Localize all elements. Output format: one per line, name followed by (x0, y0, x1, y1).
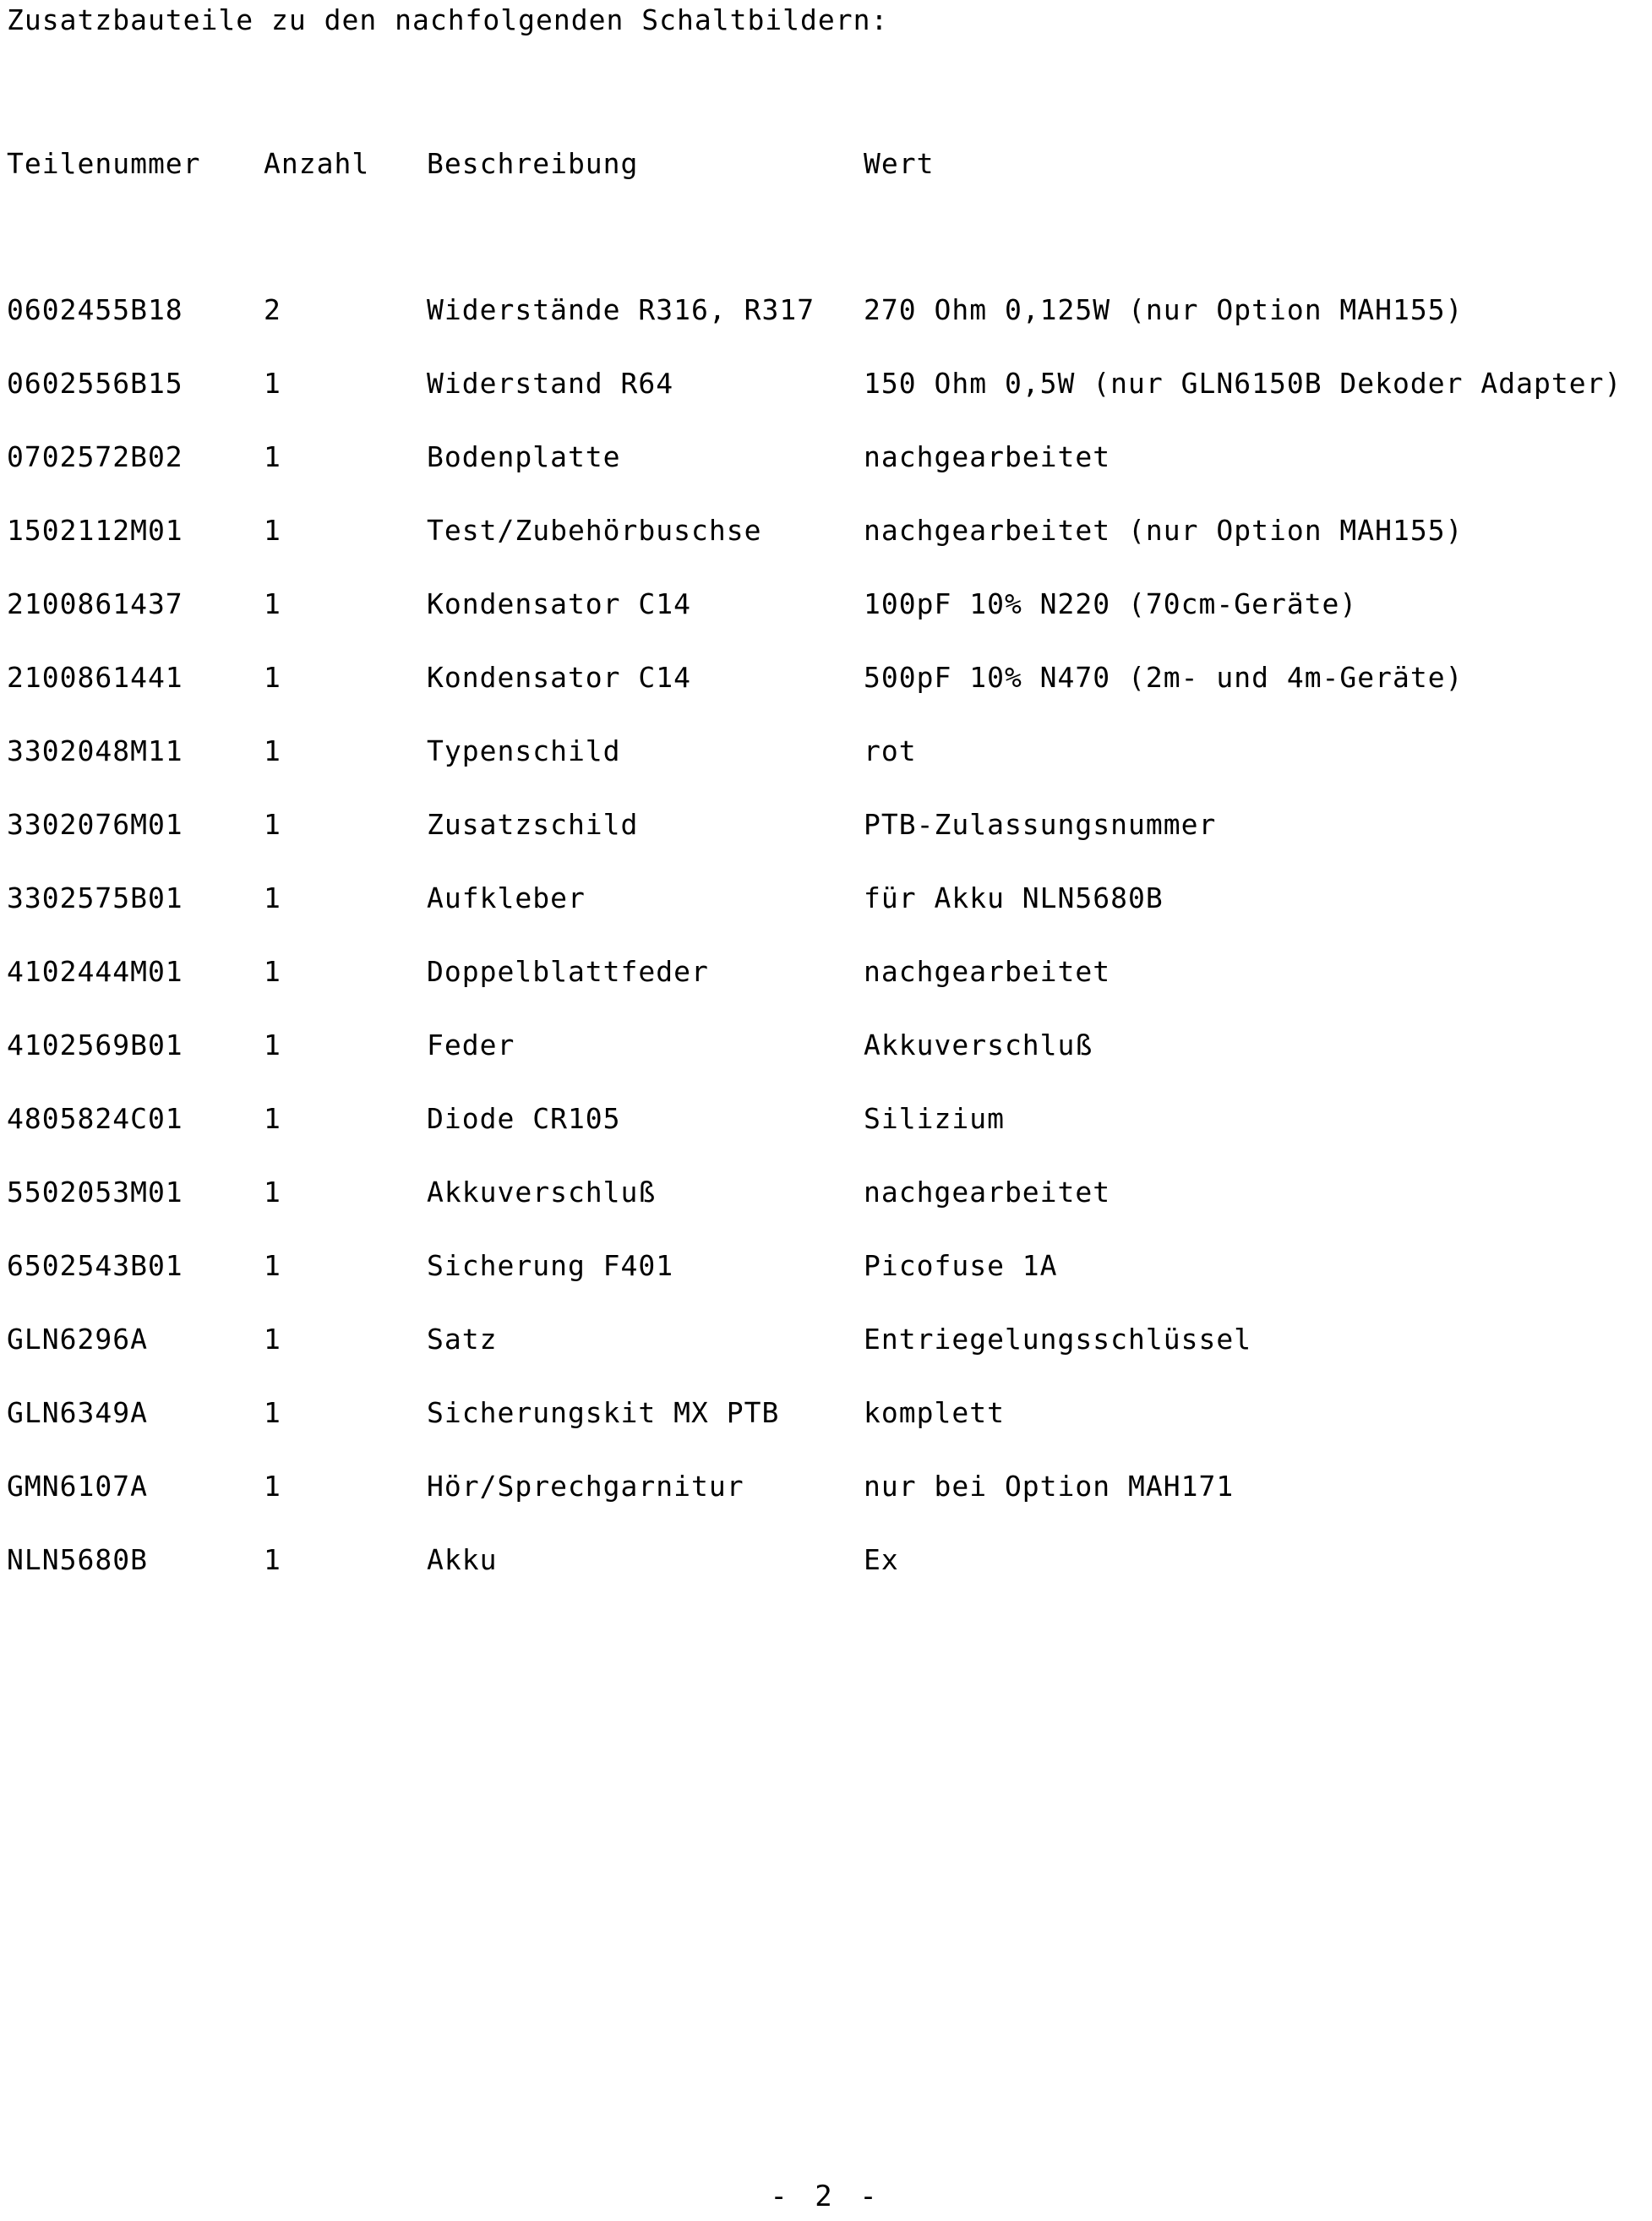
cell-part-number: NLN5680B (7, 1543, 148, 1576)
cell-description: Typenschild (427, 734, 621, 767)
cell-value: rot (864, 734, 917, 767)
table-row (0, 1172, 1652, 1213)
cell-value: 270 Ohm 0,125W (nur Option MAH155) (864, 293, 1464, 326)
cell-description: Akkuverschluß (427, 1176, 657, 1209)
cell-quantity: 1 (264, 881, 281, 914)
cell-part-number: 0702572B02 (7, 440, 183, 473)
cell-value: nachgearbeitet (864, 440, 1111, 473)
cell-part-number: GLN6296A (7, 1323, 148, 1356)
header-description: Beschreibung (427, 147, 639, 180)
cell-description: Aufkleber (427, 881, 586, 914)
cell-quantity: 1 (264, 1470, 281, 1503)
cell-part-number: 0602556B15 (7, 367, 183, 400)
cell-description: Hör/Sprechgarnitur (427, 1470, 744, 1503)
cell-quantity: 1 (264, 1396, 281, 1429)
cell-part-number: 2100861437 (7, 587, 183, 620)
cell-value: 150 Ohm 0,5W (nur GLN6150B Dekoder Adapter) (864, 367, 1622, 400)
cell-part-number: 0602455B18 (7, 293, 183, 326)
table-row (0, 878, 1652, 919)
cell-description: Feder (427, 1029, 515, 1061)
cell-quantity: 1 (264, 808, 281, 841)
table-row (0, 1246, 1652, 1286)
table-row (0, 731, 1652, 772)
cell-description: Kondensator C14 (427, 661, 692, 694)
cell-value: nachgearbeitet (864, 1176, 1111, 1209)
header-value: Wert (864, 147, 935, 180)
cell-quantity: 1 (264, 1249, 281, 1282)
cell-value: nachgearbeitet (nur Option MAH155) (864, 514, 1464, 547)
table-row (0, 290, 1652, 330)
header-part-number: Teilenummer (7, 147, 201, 180)
cell-value: PTB-Zulassungsnummer (864, 808, 1217, 841)
cell-part-number: 3302048M11 (7, 734, 183, 767)
cell-part-number: 3302575B01 (7, 881, 183, 914)
cell-description: Doppelblattfeder (427, 955, 709, 988)
cell-quantity: 1 (264, 514, 281, 547)
table-row (0, 1540, 1652, 1580)
table-row (0, 805, 1652, 845)
table-header (0, 144, 1652, 184)
cell-description: Widerstand R64 (427, 367, 674, 400)
cell-quantity: 2 (264, 293, 281, 326)
table-row (0, 510, 1652, 551)
table-row (0, 1099, 1652, 1139)
table-row (0, 1393, 1652, 1433)
page-number: - 2 - (770, 2180, 882, 2213)
cell-value: Akkuverschluß (864, 1029, 1093, 1061)
cell-description: Zusatzschild (427, 808, 639, 841)
cell-value: Entriegelungsschlüssel (864, 1323, 1252, 1356)
cell-value: für Akku NLN5680B (864, 881, 1164, 914)
cell-part-number: GMN6107A (7, 1470, 148, 1503)
cell-part-number: 4102444M01 (7, 955, 183, 988)
cell-quantity: 1 (264, 367, 281, 400)
table-row (0, 363, 1652, 404)
table-row (0, 1025, 1652, 1066)
cell-part-number: 5502053M01 (7, 1176, 183, 1209)
cell-quantity: 1 (264, 1176, 281, 1209)
cell-description: Akku (427, 1543, 498, 1576)
table-row (0, 1319, 1652, 1360)
cell-quantity: 1 (264, 955, 281, 988)
cell-description: Sicherungskit MX PTB (427, 1396, 780, 1429)
cell-value: nachgearbeitet (864, 955, 1111, 988)
cell-part-number: 2100861441 (7, 661, 183, 694)
cell-quantity: 1 (264, 1029, 281, 1061)
table-row (0, 1466, 1652, 1507)
cell-description: Satz (427, 1323, 498, 1356)
cell-quantity: 1 (264, 1543, 281, 1576)
cell-part-number: GLN6349A (7, 1396, 148, 1429)
cell-value: komplett (864, 1396, 1005, 1429)
header-quantity: Anzahl (264, 147, 370, 180)
cell-value: 100pF 10% N220 (70cm-Geräte) (864, 587, 1358, 620)
cell-part-number: 3302076M01 (7, 808, 183, 841)
table-row (0, 952, 1652, 992)
cell-part-number: 4102569B01 (7, 1029, 183, 1061)
cell-quantity: 1 (264, 440, 281, 473)
cell-quantity: 1 (264, 734, 281, 767)
cell-description: Widerstände R316, R317 (427, 293, 815, 326)
document-heading: Zusatzbauteile zu den nachfolgenden Schaltbildern: (7, 3, 889, 36)
cell-value: Silizium (864, 1102, 1005, 1135)
table-row (0, 437, 1652, 477)
cell-part-number: 1502112M01 (7, 514, 183, 547)
cell-description: Test/Zubehörbuschse (427, 514, 762, 547)
cell-description: Diode CR105 (427, 1102, 621, 1135)
table-row (0, 658, 1652, 698)
cell-value: Ex (864, 1543, 899, 1576)
cell-quantity: 1 (264, 661, 281, 694)
cell-part-number: 6502543B01 (7, 1249, 183, 1282)
cell-description: Sicherung F401 (427, 1249, 674, 1282)
cell-value: Picofuse 1A (864, 1249, 1058, 1282)
cell-part-number: 4805824C01 (7, 1102, 183, 1135)
cell-quantity: 1 (264, 1323, 281, 1356)
table-row (0, 584, 1652, 625)
cell-description: Bodenplatte (427, 440, 621, 473)
cell-quantity: 1 (264, 1102, 281, 1135)
cell-value: 500pF 10% N470 (2m- und 4m-Geräte) (864, 661, 1464, 694)
cell-quantity: 1 (264, 587, 281, 620)
cell-value: nur bei Option MAH171 (864, 1470, 1235, 1503)
cell-description: Kondensator C14 (427, 587, 692, 620)
